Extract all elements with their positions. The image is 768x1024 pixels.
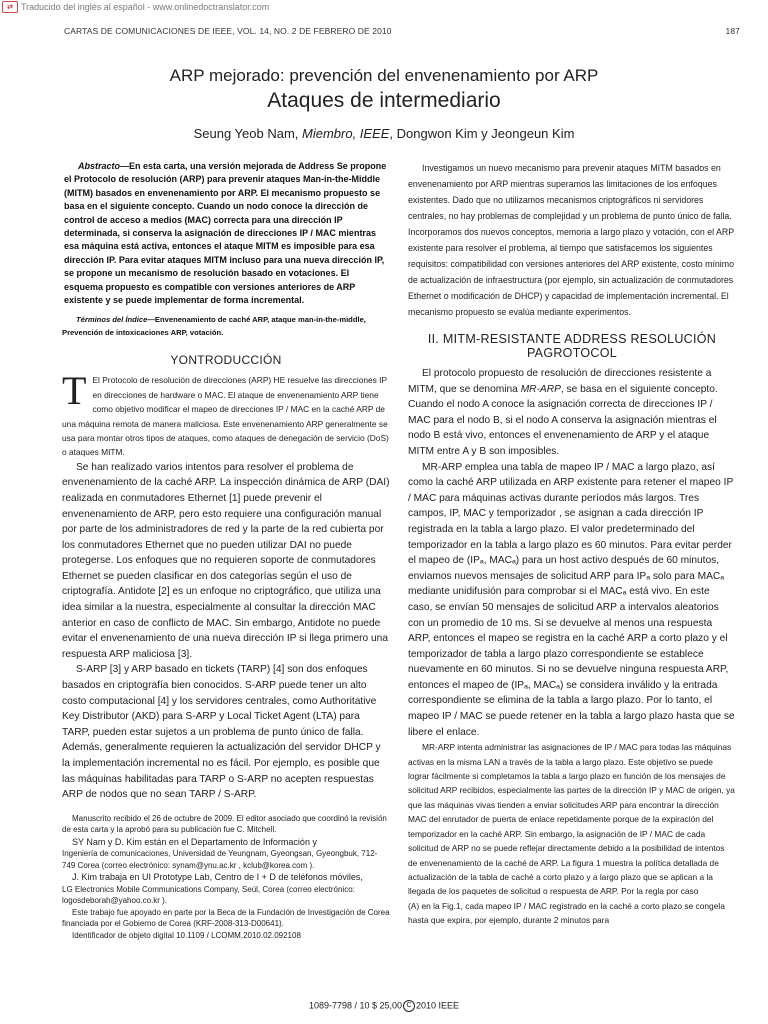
footnote-affiliation-1-cont: Ingeniería de comunicaciones, Universidad de Yeungnam, Gyeongsan, Gyeongbuk, 712-749 Corea (correo electrónico: synam@ynu.ac.kr , kclub@korea.com ). (62, 849, 378, 870)
section-2-paragraph-3: MR-ARP intenta administrar las asignaciones de IP / MAC para todas las máquinas activas en la misma LAN a través de la tabla a largo plazo. Este objetivo se puede lograr fácilmente si completamos la tabla a largo plazo en función de los mensajes de solicitud ARP recibidos, especialmente las partes de la dirección IP y MAC de origen, ya que las máquinas vivas tienden a enviar solicitudes ARP para encontrar la dirección MAC del enrutador de puerta de enlace repetidamente porque de la expiración del temporizador en la caché ARP. Sin embargo, la asignación de IP / MAC de cada solicitud de ARP no se puede reflejar directamente debido a la posibilidad de intentos de envenenamiento de la caché de ARP. La figura 1 muestra la política detallada de actualización de la tabla de caché a corto plazo y a largo plazo que se aplican a la llegada de los paquetes de solicitud o respuesta de ARP. Por la regla por caso (408, 742, 735, 897)
author-list (0, 126, 768, 141)
footnote-doi: Identificador de objeto digital 10.1109 / LCOMM.2010.02.092108 (72, 930, 301, 940)
intro-paragraph-2: Se han realizado varios intentos para resolver el problema de envenenamiento de la caché ARP. La inspección dinámica de ARP (DAI) realizada en conmutadores Ethernet [1] puede prevenir el envenenamiento de ARP, pero esto requiere una configuración manual por parte de los administradores de red y la parte de la red cubierta por los conmutadores Ethernet que no pueden utilizar DAI no puede protegerse. Los enfoques que no requieren soporte de conmutadores Ethernet se pueden clasificar en dos categorías según el uso de criptografía. Antidote [2] es un enfoque no criptográfico, que utiliza una idea similar a la nuestra, especialmente al consultar la dirección MAC anterior en caso de conflicto de MAC. Sin embargo, Antidote no puede evitar el envenenamiento de una nueva dirección IP si llega primero una respuesta ARP maliciosa [3]. (62, 461, 390, 660)
page-footer (0, 1000, 768, 1012)
section-2-paragraph-2: MR-ARP emplea una tabla de mapeo IP / MAC a largo plazo, así como la caché ARP utilizada en ARP existente para retener el mapeo IP / MAC para máquinas activas durante períodos más largos. Tres campos, IP, MAC y temporizador , se asignan a cada dirección IP registrada en la tabla a largo plazo. El valor predeterminado del temporizador en la tabla a largo plazo es 60 minutos. Para evitar perder el mapeo de (IPₐ, MACₐ) para un host activo después de 60 minutos, enviamos nuevos mensajes de solicitud ARP para IPₐ solo para MACₐ mediante unidifusión para comprobar si el MACₐ está vivo. En este caso, se envían 50 mensajes de solicitud ARP a intervalos aleatorios con un promedio de 10 ms. Si se devuelve al menos una respuesta ARP, entonces el mapeo se registra en la caché ARP a corto plazo y el temporizador de tabla a largo plazo correspondiente se establece nuevamente en 60 minutos. Si no se devuelve ninguna respuesta ARP, entonces el mapeo de (IPₐ, MACₐ) se considera inválido y la entrada correspondiente se elimina de la tabla a largo plazo. Por lo tanto, el mapeo IP / MAC se puede retener en la tabla a largo plazo hasta que se libere el enlace. (408, 461, 735, 738)
abstract (64, 160, 390, 307)
footnote-funding: Este trabajo fue apoyado en parte por la Beca de la Fundación de Investigación de Corea financiada por el Gobierno de Corea (KRF-2008-313-D00641). (62, 907, 390, 929)
footer-year: 2010 IEEE (416, 1000, 460, 1011)
drop-cap: T (62, 368, 87, 414)
footnote-affiliation-2-cont: LG Electronics Mobile Communications Company, Seúl, Corea (correo electrónico: logosdeborah@yahoo.co.kr ). (62, 884, 355, 906)
paper-title-line-1: ARP mejorado: prevención del envenenamiento por ARP (169, 66, 599, 85)
footnote-affiliation-2: J. Kim trabaja en UI Prototype Lab, Centro de I + D de teléfonos móviles, (72, 872, 363, 883)
left-column (62, 160, 390, 942)
intro-paragraph-1 (62, 368, 390, 459)
copyright-icon: C (403, 1000, 415, 1012)
intro-p1-text: El Protocolo de resolución de direcciones (ARP) HE resuelve las direcciones IP en direcciones de hardware o MAC. El ataque de envenenamiento ARP tiene como objetivo modificar el mapeo de direcciones IP / MAC en la caché ARP de una máquina remota de manera maliciosa. Este envenenamiento ARP generalmente se usa para montar otros tipos de ataques, como ataques de denegación de servicio (DoS) o ataques MITM. (62, 375, 389, 458)
authors-post: , Dongwon Kim y Jeongeun Kim (389, 126, 575, 141)
translation-banner[interactable] (2, 0, 269, 14)
paper-title-line-2: Ataques de intermediario (267, 89, 501, 112)
intro-heading: YONTRODUCCIÓN (170, 353, 282, 368)
footer-issn: 1089-7798 / 10 $ 25,00 (308, 1000, 403, 1011)
page-number: 187 (725, 26, 740, 36)
right-column (408, 160, 736, 928)
authors-pre: Seung Yeob Nam, (193, 126, 302, 141)
section-2-paragraph-1 (408, 366, 736, 460)
abstract-lead: Abstracto— (78, 161, 130, 171)
section-2-heading: II. MITM-RESISTANTE ADDRESS RESOLUCIÓN PAGROTOCOL (427, 332, 717, 360)
s2p1-italic: MR-ARP (520, 383, 561, 395)
index-terms (62, 314, 390, 339)
footnote-affiliation-1: SY Nam y D. Kim están en el Departamento de Información y (72, 836, 317, 847)
running-header (64, 26, 740, 36)
section-2-paragraph-4: (A) en la Fig.1, cada mapeo IP / MAC registrado en la caché a corto plazo se congela hasta que expira, por ejemplo, durante 2 minutos para (408, 900, 725, 926)
abstract-text: En esta carta, una versión mejorada de Address Se propone el Protocolo de resolución (ARP) para prevenir ataques Man-in-the-Middle (MITM) basados en envenenamiento por ARP. El mecanismo propuesto se basa en el siguiente concepto. Cuando un nodo conoce la dirección de control de acceso a medios (MAC) correcta para una dirección IP determinada, si conserva la asignación de direcciones IP / MAC mientras esa máquina está activa, entonces el ataque MITM es imposible para esa dirección IP. Para evitar ataques MITM incluso para una nueva dirección IP, se propone un mecanismo de resolución basado en votaciones. El esquema propuesto es compatible con versiones anteriores de ARP existente y se puede implementar de forma incremental. (64, 161, 387, 306)
translate-icon: ⇄ (2, 1, 18, 13)
intro-paragraph-3: S-ARP [3] y ARP basado en tickets (TARP) [4] son dos enfoques basados en criptografía bien conocidos. S-ARP puede tener un alto costo computacional [4] y los servidores centrales, como Authoritative Key Distributor (AKD) para S-ARP y Local Ticket Agent (LTA) para TARP, pueden estar sujetos a un problema de punto único de falla. Además, generalmente requieren la actualización del servidor DHCP y la implementación incremental no es fácil. Por ejemplo, es posible que las máquinas habilitadas para TARP o S-ARP no acepten respuestas ARP de nodos que no sean TARP / S-ARP. (62, 664, 381, 801)
s2p1-post: , se basa en el siguiente concepto. Cuando el nodo A conoce la asignación correcta de direcciones IP / MAC para el nodo B, si el nodo A conserva la asignación mientras el nodo B está vivo, entonces el envenenamiento de ARP y el ataque MITM entre A y B son imposibles. (408, 383, 718, 457)
authors-role: Miembro, IEEE (302, 126, 390, 141)
journal-info: CARTAS DE COMUNICACIONES DE IEEE, VOL. 14, NO. 2 DE FEBRERO DE 2010 (64, 26, 392, 36)
footnotes (62, 813, 390, 942)
index-terms-lead: Términos del Índice— (76, 315, 155, 325)
banner-text[interactable]: Traducido del inglés al español - www.onlinedoctranslator.com (21, 2, 270, 12)
footnote-received: Manuscrito recibido el 26 de octubre de 2009. El editor asociado que coordinó la revisión de esta carta y la aprobó para su publicación fue C. Mitchell. (62, 813, 387, 835)
index-terms-text: Envenenamiento de caché ARP, ataque man-in-the-middle, Prevención de intoxicaciones ARP, votación. (62, 315, 366, 337)
right-intro-paragraph: Investigamos un nuevo mecanismo para prevenir ataques MITM basados en envenenamiento por ARP mientras superamos las limitaciones de los enfoques existentes. Dado que no utilizamos mecanismos criptográficos ni servidores centrales, no hay problemas de complejidad y un problema de punto único de falla. Incorporamos dos nuevos conceptos, memoria a largo plazo y votación, con el ARP existente para resolver el problema, al tiempo que satisfacemos los siguientes requisitos: compatibilidad con versiones anteriores del ARP existente, costo mínimo de actualización de infraestructura (por ejemplo, sin actualización de conmutadores Ethernet o modificación de DHCP) y capacidad de implementación incremental. El mecanismo propuesto se evalúa mediante experimentos. (408, 163, 734, 317)
s2p1-pre: El protocolo propuesto de resolución de direcciones resistente a MITM, que se denomina (408, 368, 712, 395)
